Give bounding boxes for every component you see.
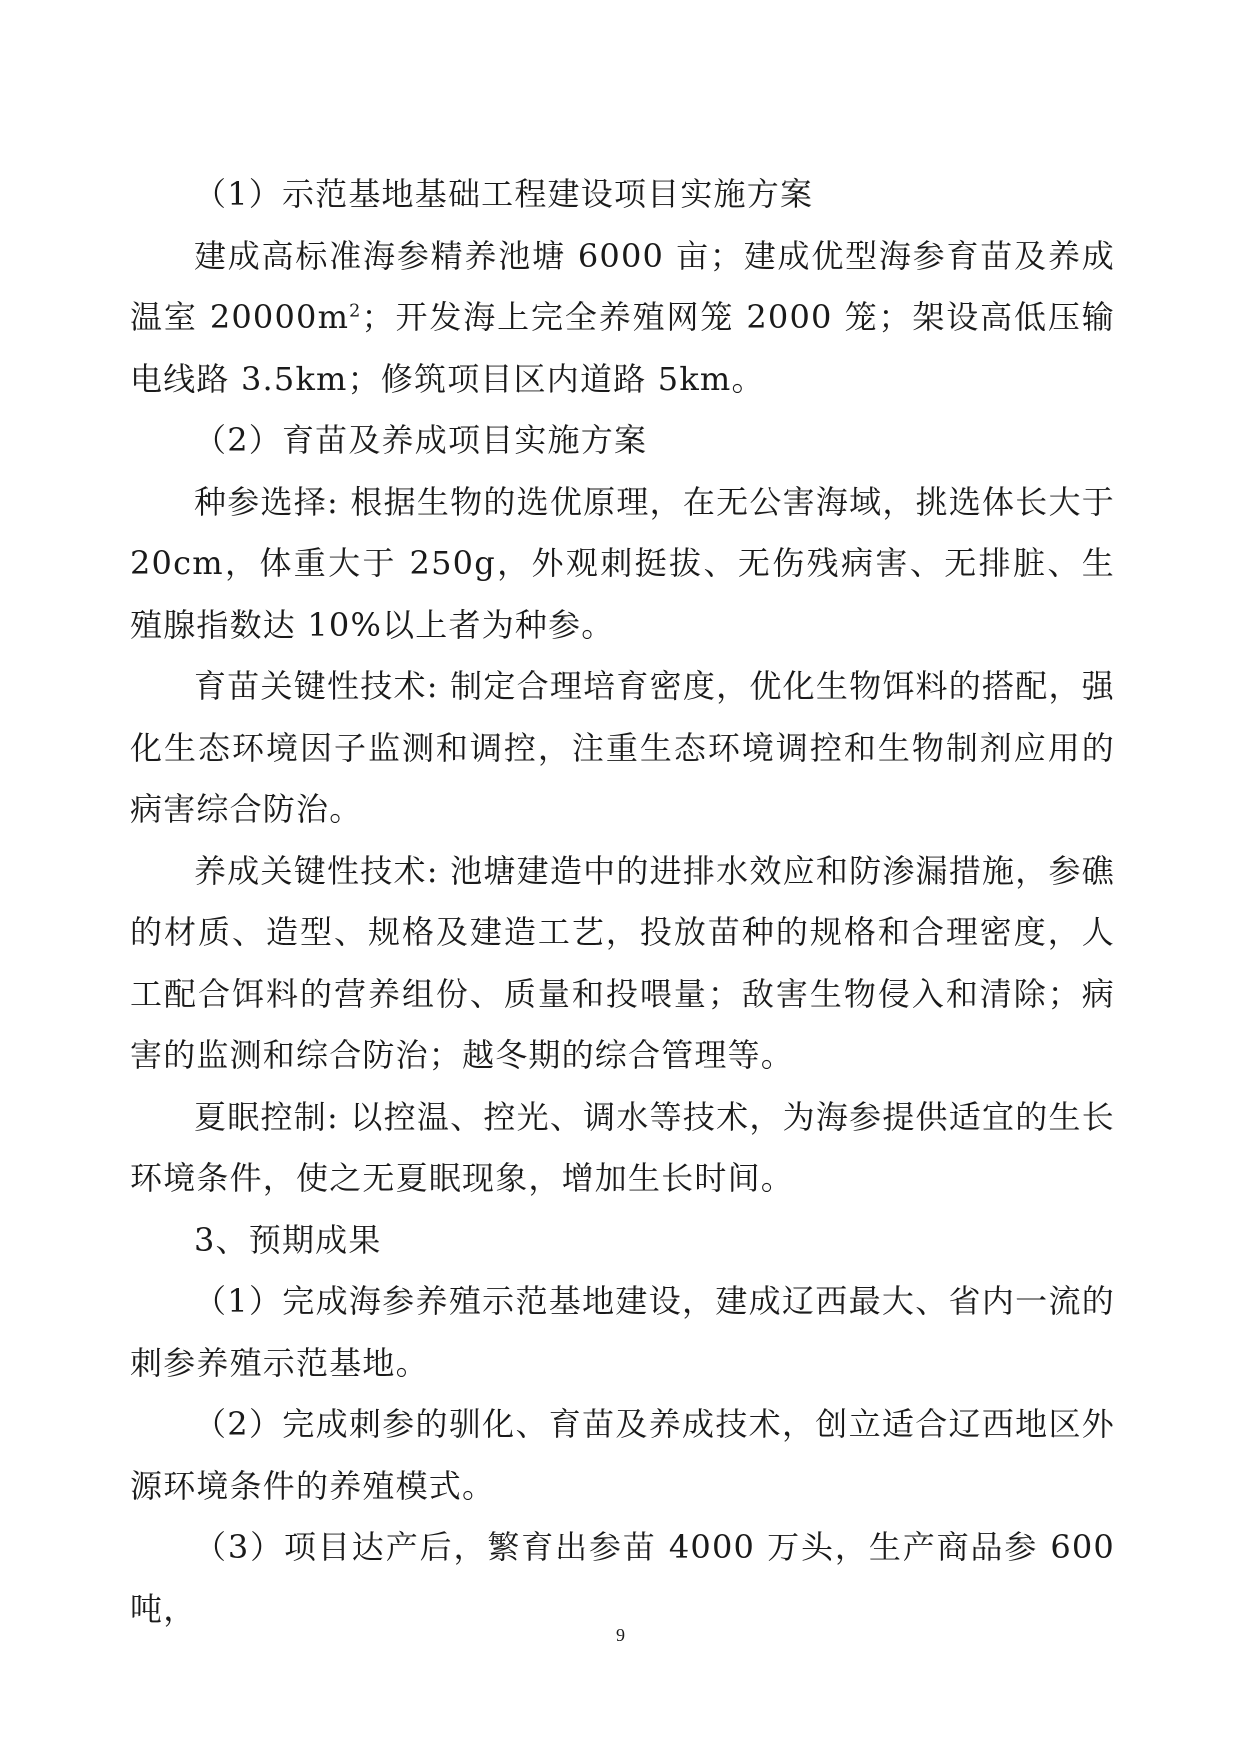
paragraph-result-1: （1）完成海参养殖示范基地建设，建成辽西最大、省内一流的刺参养殖示范基地。 [130,1282,1115,1382]
superscript-2: 2 [349,301,362,322]
paragraph-seedling-technology: 育苗关键性技术: 制定合理培育密度，优化生物饵料的搭配，强化生态环境因子监测和调控，注重生态环境调控和生物制剂应用的病害综合防治。 [130,667,1115,828]
paragraph-infrastructure [130,226,1115,411]
paragraph-result-3: （3）项目达产后，繁育出参苗 4000 万头，生产商品参 600 吨， [130,1528,1115,1628]
paragraph-broodstock-selection: 种参选择: 根据生物的选优原理，在无公害海域，挑选体长大于 20cm，体重大于 250g，外观刺挺拔、无伤残病害、无排脏、生殖腺指数达 10%以上者为种参。 [130,482,1115,644]
page-number: 9 [616,1625,625,1645]
paragraph-result-2: （2）完成刺参的驯化、育苗及养成技术，创立适合辽西地区外源环境条件的养殖模式。 [130,1405,1115,1505]
paragraph-infrastructure-text-b: ；开发海上完全养殖网笼 2000 笼；架设高低压输电线路 3.5km；修筑项目区内道路 5km。 [130,298,1115,398]
document-body [130,164,1115,1640]
paragraph-grow-out-technology: 养成关键性技术: 池塘建造中的进排水效应和防渗漏措施，参礁的材质、造型、规格及建造工艺，投放苗种的规格和合理密度，人工配合饵料的营养组份、质量和投喂量；敌害生物侵入和清除；病害的监测和综合防治；越冬期的综合管理等。 [130,851,1115,1074]
section-heading-demo-base: （1）示范基地基础工程建设项目实施方案 [194,175,814,213]
paragraph-infrastructure-text-a: 建成高标准海参精养池塘 6000 亩；建成优型海参育苗及养成温室 20000m [130,236,1115,336]
paragraph-aestivation-control: 夏眠控制: 以控温、控光、调水等技术，为海参提供适宜的生长环境条件，使之无夏眠现象，增加生长时间。 [130,1097,1115,1197]
section-heading-expected-results: 3、预期成果 [194,1220,382,1259]
section-heading-breeding: （2）育苗及养成项目实施方案 [194,421,648,459]
